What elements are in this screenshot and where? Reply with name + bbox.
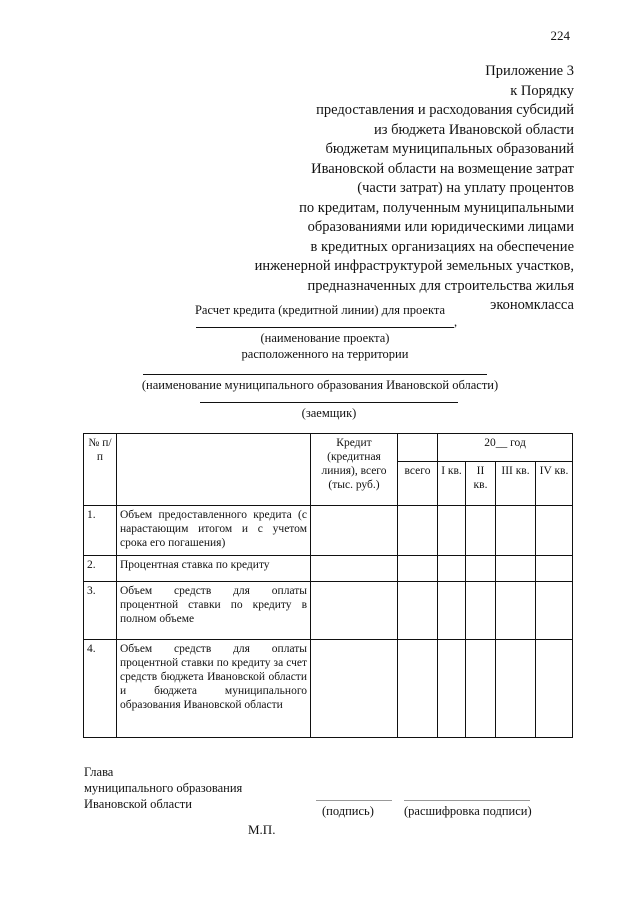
appendix-line: в кредитных организациях на обеспечение xyxy=(310,238,574,255)
form-title: Расчет кредита (кредитной линии) для проекта xyxy=(194,303,446,317)
credit-calculation-table xyxy=(83,433,573,738)
appendix-line: из бюджета Ивановской области xyxy=(374,121,574,138)
row-label: Процентная ставка по кредиту xyxy=(117,556,311,582)
appendix-line: образованиями или юридическими лицами xyxy=(307,219,574,235)
header-year: 20__ год xyxy=(438,434,573,462)
row-label: Объем предоставленного кредита (с нарастающим итогом и с учетом срока его погашения) xyxy=(117,506,311,556)
signature-decode-caption: (расшифровка подписи) xyxy=(404,804,532,818)
table-row xyxy=(84,506,573,556)
municipality-name-line xyxy=(143,374,487,375)
cell-q4 xyxy=(536,582,573,640)
appendix-line: к Порядку xyxy=(510,82,574,99)
header-q3: III кв. xyxy=(496,462,536,506)
row-num: 2. xyxy=(84,556,117,582)
signature-line xyxy=(316,800,392,801)
header-credit-total: Кредит (кредитная линия), всего (тыс. руб.) xyxy=(311,434,398,506)
row-label: Объем средств для оплаты процентной ставки по кредиту в полном объеме xyxy=(117,582,311,640)
appendix-line: предназначенных для строительства жилья xyxy=(307,277,574,294)
cell-q3 xyxy=(496,640,536,738)
appendix-line: бюджетам муниципальных образований xyxy=(325,141,574,157)
signature-caption: (подпись) xyxy=(322,804,374,818)
signature-title-line: муниципального образования xyxy=(84,781,243,795)
row-num: 3. xyxy=(84,582,117,640)
project-comma: , xyxy=(454,315,458,329)
project-caption: (наименование проекта) xyxy=(260,331,390,345)
cell-q4 xyxy=(536,556,573,582)
appendix-line: предоставления и расходования субсидий xyxy=(316,102,574,118)
table-row xyxy=(84,582,573,640)
cell-q3 xyxy=(496,506,536,556)
cell-credit xyxy=(311,506,398,556)
stamp-place: М.П. xyxy=(248,822,276,837)
cell-q3 xyxy=(496,582,536,640)
row-num: 4. xyxy=(84,640,117,738)
header-indicator xyxy=(117,434,311,506)
territory-label: расположенного на территории xyxy=(241,347,409,361)
appendix-line: Ивановской области на возмещение затрат xyxy=(311,160,574,177)
cell-q2 xyxy=(466,506,496,556)
cell-credit xyxy=(311,640,398,738)
cell-total xyxy=(398,556,438,582)
cell-total xyxy=(398,582,438,640)
cell-q2 xyxy=(466,640,496,738)
cell-total xyxy=(398,506,438,556)
borrower-caption: (заемщик) xyxy=(301,406,357,420)
table-row xyxy=(84,556,573,582)
page-number: 224 xyxy=(550,28,570,43)
cell-q1 xyxy=(438,582,466,640)
municipality-caption: (наименование муниципального образования Ивановской области) xyxy=(141,378,499,392)
cell-credit xyxy=(311,556,398,582)
header-q2: II кв. xyxy=(466,462,496,506)
cell-q4 xyxy=(536,506,573,556)
row-label: Объем средств для оплаты процентной ставки по кредиту за счет средств бюджета Ивановской области и бюджета муниципального образования Ивановской области xyxy=(117,640,311,738)
appendix-line: инженерной инфраструктурой земельных участков, xyxy=(254,258,574,274)
appendix-line: (части затрат) на уплату процентов xyxy=(357,180,574,196)
header-empty xyxy=(398,434,438,462)
cell-q1 xyxy=(438,640,466,738)
signature-block xyxy=(84,764,242,812)
header-num: № п/п xyxy=(84,434,117,506)
cell-q4 xyxy=(536,640,573,738)
appendix-line: по кредитам, полученным муниципальными xyxy=(299,199,574,216)
cell-credit xyxy=(311,582,398,640)
signature-title-line: Глава xyxy=(84,765,114,779)
appendix-line: экономкласса xyxy=(490,297,574,313)
project-name-line xyxy=(196,327,454,328)
signature-decode-line xyxy=(404,800,530,801)
cell-total xyxy=(398,640,438,738)
cell-q1 xyxy=(438,506,466,556)
cell-q3 xyxy=(496,556,536,582)
header-q1: I кв. xyxy=(438,462,466,506)
appendix-header xyxy=(154,62,574,316)
cell-q2 xyxy=(466,556,496,582)
row-num: 1. xyxy=(84,506,117,556)
header-q4: IV кв. xyxy=(536,462,573,506)
table-row xyxy=(84,640,573,738)
appendix-line: Приложение 3 xyxy=(485,63,574,79)
borrower-line xyxy=(200,402,458,403)
cell-q2 xyxy=(466,582,496,640)
header-total: всего xyxy=(398,462,438,506)
cell-q1 xyxy=(438,556,466,582)
signature-title-line: Ивановской области xyxy=(84,797,192,811)
